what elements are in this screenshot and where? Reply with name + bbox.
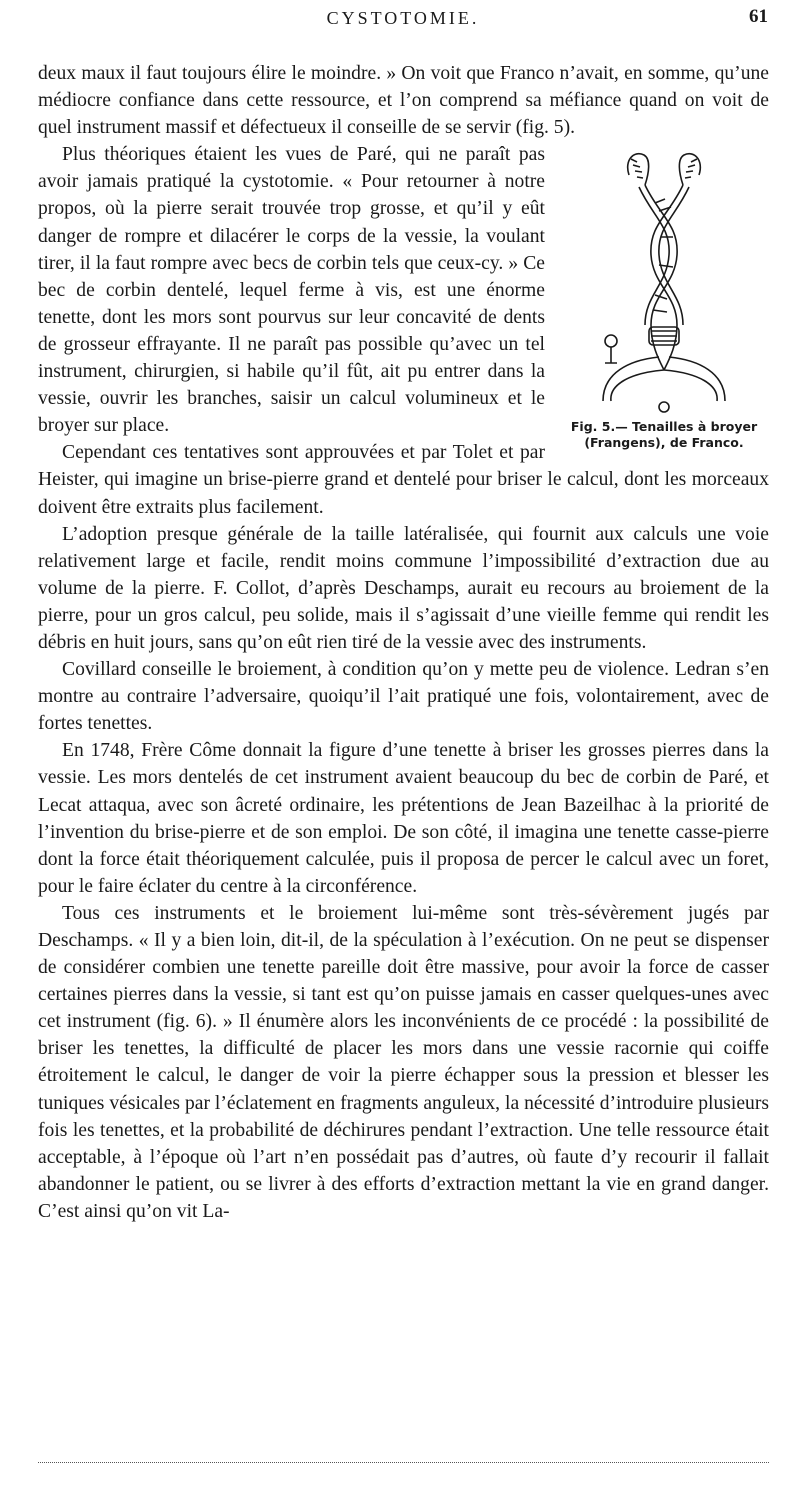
paragraph: Covillard conseille le broiement, à condition qu’on y mette peu de violence. Ledran s’en montre au contraire l’adversaire, quoiqu’il l’ait pratiqué une fois, volontairement, avec de fortes tenettes. — [38, 659, 769, 735]
figure-caption — [559, 419, 769, 451]
footer-dotted-rule — [38, 1462, 769, 1463]
running-head — [38, 4, 768, 34]
figure-caption-line-1: Fig. 5.— Tenailles à broyer — [570, 419, 758, 435]
crushing-forceps-illustration — [589, 145, 739, 417]
figure-5 — [559, 145, 769, 451]
paragraph-continued: deux maux il faut toujours élire le moindre. » On voit que Franco n’avait, en somme, qu’une médiocre confiance dans cette ressource, et l’on comprend sa méfiance quand on voit de quel instrument massif et défectueux il conseille de se servir (fig. 5). — [38, 63, 769, 139]
figure-caption-line-2: (Frangens), de Franco. — [584, 435, 744, 451]
body-text — [38, 60, 769, 1225]
paragraph: En 1748, Frère Côme donnait la figure d’une tenette à briser les grosses pierres dans la vessie. Les mors dentelés de cet instrument avaient beaucoup du bec de corbin de Paré, et Lecat attaqua, avec son âcreté ordinaire, les prétentions de Jean Bazeilhac à la priorité de l’invention du brise-pierre et de son emploi. De son côté, il imagina une tenette casse-pierre dont la force était théoriquement calculée, puis il proposa de percer le calcul avec un foret, pour le faire éclater du centre à la circonférence. — [38, 740, 769, 897]
paragraph: Cependant ces tentatives sont approuvées et par Tolet et par Heister, qui imagine un brise-pierre grand et dentelé pour briser le calcul, dont les morceaux doivent être extraits plus facilement. — [38, 442, 769, 518]
paragraph: L’adoption presque générale de la taille latéralisée, qui fournit aux calculs une voie relativement large et facile, rendit moins commune l’impossibilité d’extraction due au volume de la pierre. F. Collot, d’après Deschamps, aurait eu recours au broiement de la pierre, pour un gros calcul, peu solide, mais il s’agissait d’une vieille femme qui rendit les débris en huit jours, sans qu’on eût rien tiré de la vessie avec des instruments. — [38, 523, 769, 653]
paragraph: Tous ces instruments et le broiement lui-même sont très-sévèrement jugés par Deschamps. « Il y a bien loin, dit-il, de la spéculation à l’exécution. On ne peut se dispenser de considérer combien une tenette pareille doit être massive, pour avoir la force de casser certaines pierres dans la vessie, si tant est qu’on puisse jamais en casser quelques-unes avec cet instrument (fig. 6). » Il énumère alors les inconvénients de ce procédé : la possibilité de briser les tenettes, la difficulté de placer les mors dans une vessie racornie qui coiffe étroitement le calcul, le danger de voir la pierre échapper sous la pression et blesser les tuniques vésicales par l’éclatement en fragments anguleux, la nécessité d’introduire plusieurs fois les tenettes, et la probabilité de déchirures pendant l’extraction. Une telle ressource était acceptable, à l’époque où l’art n’en possédait pas d’autres, où faute d’y recourir il fallait abandonner le patient, ou se livrer à des efforts d’extraction mettant la vie en grand danger. C’est ainsi qu’on vit La- — [38, 902, 769, 1222]
page-number: 61 — [749, 6, 768, 27]
paragraph: Plus théoriques étaient les vues de Paré, qui ne paraît pas avoir jamais pratiqué la cystotomie. « Pour retourner à notre propos, où la pierre serait trouvée trop grosse, et qu’il y eût danger de rompre et dilacérer le corps de la vessie, la voulant tirer, il la faut rompre avec becs de corbin tels que ceux-cy. » Ce bec de corbin dentelé, lequel ferme à vis, est une énorme tenette, dont les mors sont pourvus sur leur concavité de dents de grosseur effrayante. Il ne paraît pas possible qu’avec un tel instrument, chirurgien, si habile qu’il fût, ait pu entrer dans la vessie, ouvrir les branches, saisir un calcul volumineux et le broyer sur place. — [38, 144, 545, 437]
running-title: CYSTOTOMIE. — [326, 8, 480, 28]
